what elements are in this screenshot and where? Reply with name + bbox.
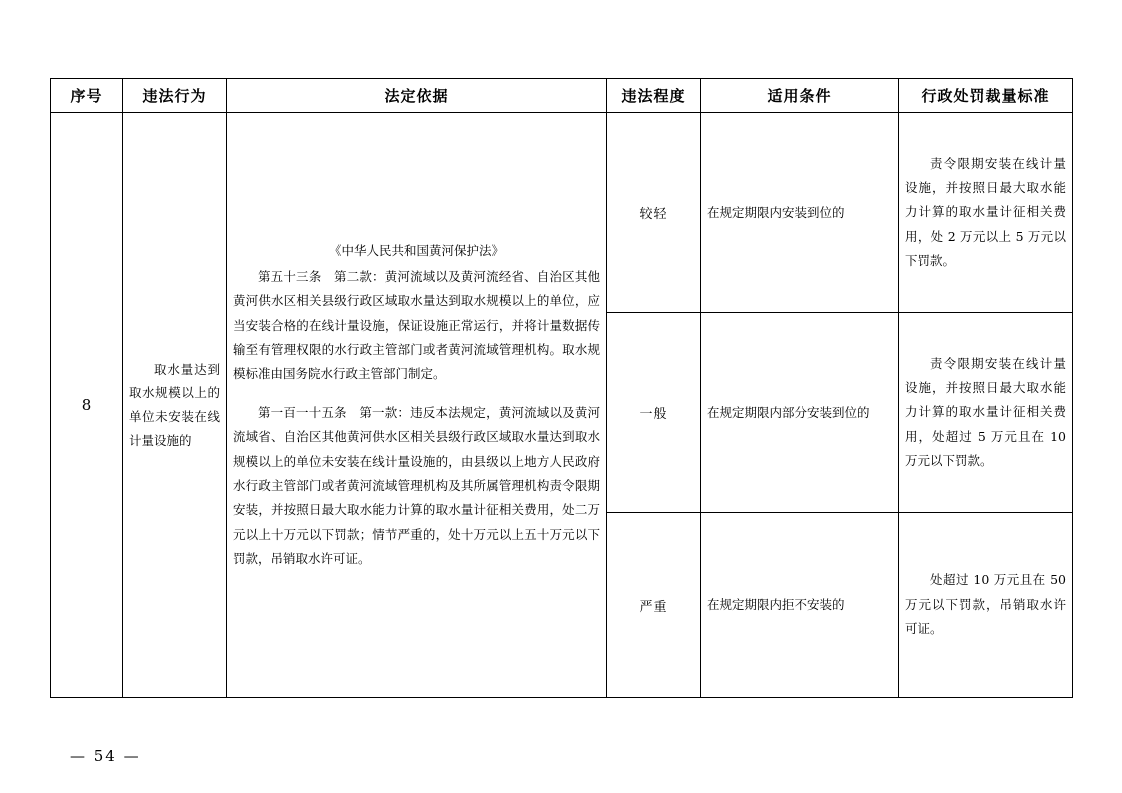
header-violation-degree: 违法程度 (607, 79, 701, 113)
header-serial-number: 序号 (51, 79, 123, 113)
penalty-discretion-table-wrapper (50, 78, 1072, 698)
cell-violation-degree-general: 一般 (607, 313, 701, 513)
cell-legal-basis (227, 113, 607, 698)
standard-text-severe: 处超过 10 万元且在 50 万元以下罚款，吊销取水许可证。 (905, 572, 1066, 637)
header-applicable-conditions: 适用条件 (701, 79, 899, 113)
legal-basis-paragraph-2: 第一百一十五条 第一款：违反本法规定，黄河流域以及黄河流域省、自治区其他黄河供水区相关县级行政区域取水量达到取水规模以上的单位未安装在线计量设施的，由县级以上地方人民政府水行政主管部门或者黄河流域管理机构及其所属管理机构责令限期安装，并按照日最大取水能力计算的取水量计征相关费用，处二万元以上十万元以下罚款；情节严重的，处十万元以上五十万元以下罚款，吊销取水许可证。 (233, 404, 600, 567)
cell-serial-number: 8 (51, 113, 123, 698)
table-row (51, 113, 1073, 313)
standard-text-general: 责令限期安装在线计量设施，并按照日最大取水能力计算的取水量计征相关费用，处超过 5 万元且在 10 万元以下罚款。 (905, 355, 1066, 469)
cell-illegal-act (123, 113, 227, 698)
legal-basis-paragraph-1: 第五十三条 第二款：黄河流域以及黄河流经省、自治区其他黄河供水区相关县级行政区域取水量达到取水规模以上的单位，应当安装合格的在线计量设施，保证设施正常运行，并将计量数据传输至有管理权限的水行政主管部门或者黄河流域管理机构。取水规模标准由国务院水行政主管部门制定。 (233, 268, 600, 382)
condition-text-general: 在规定期限内部分安装到位的 (707, 404, 870, 420)
header-legal-basis: 法定依据 (227, 79, 607, 113)
cell-condition-general (701, 313, 899, 513)
header-penalty-standard: 行政处罚裁量标准 (899, 79, 1073, 113)
header-illegal-act: 违法行为 (123, 79, 227, 113)
cell-violation-degree-minor: 较轻 (607, 113, 701, 313)
legal-basis-title: 《中华人民共和国黄河保护法》 (328, 242, 504, 258)
table-header-row (51, 79, 1073, 113)
cell-condition-severe (701, 513, 899, 698)
cell-violation-degree-severe: 严重 (607, 513, 701, 698)
condition-text-minor: 在规定期限内安装到位的 (707, 204, 845, 220)
cell-standard-minor (899, 113, 1073, 313)
cell-standard-severe (899, 513, 1073, 698)
penalty-discretion-table (50, 78, 1073, 698)
cell-standard-general (899, 313, 1073, 513)
cell-condition-minor (701, 113, 899, 313)
page-number: — 54 — (70, 747, 141, 765)
condition-text-severe: 在规定期限内拒不安装的 (707, 597, 845, 613)
standard-text-minor: 责令限期安装在线计量设施，并按照日最大取水能力计算的取水量计征相关费用，处 2 万元以上 5 万元以下罚款。 (905, 155, 1066, 269)
illegal-act-text: 取水量达到取水规模以上的单位未安装在线计量设施的 (129, 361, 220, 448)
